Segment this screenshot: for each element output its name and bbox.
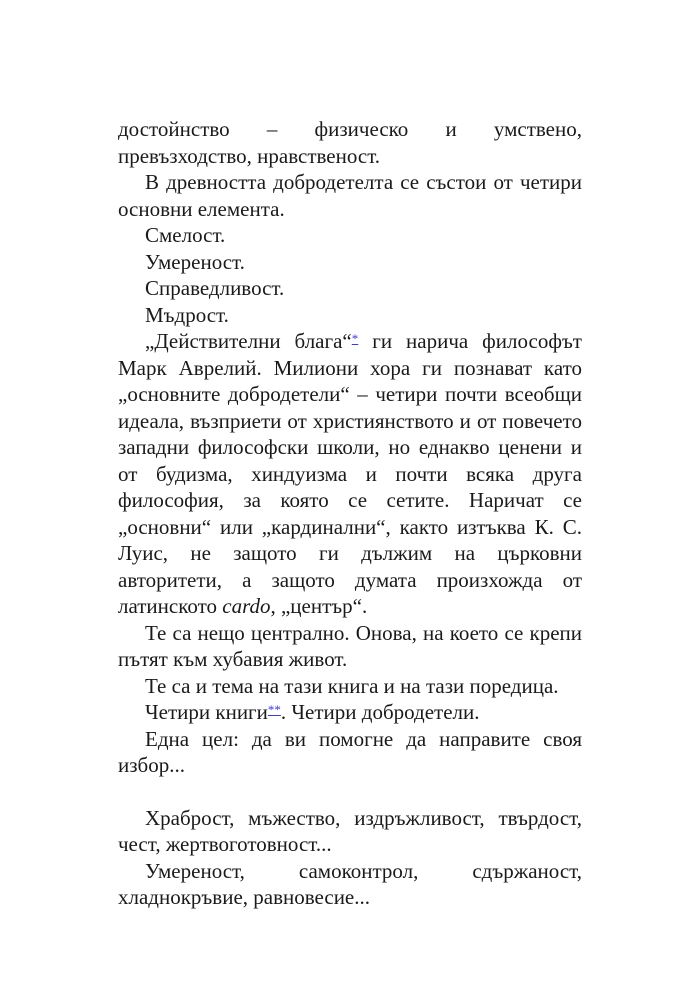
paragraph-four-books [118,699,582,726]
paragraph-marcus-aurelius [118,328,582,620]
latin-word-cardo: cardo [222,594,271,618]
paragraph-four-elements: В древността добродетелта се състои от четири основни елемента. [118,170,582,221]
four-books-text: Четири книги [145,700,268,724]
paragraph-central: Те са нещо централно. Онова, на което се крепи пътят към хубавия живот. [118,620,582,671]
paragraph-dignity: достойнство – физическо и умствено, превъзходство, нравственост. [118,117,582,168]
section-gap [118,779,582,805]
footnote-link-1[interactable]: * [351,331,359,346]
paragraph-bravery-list: Храброст, мъжество, издръжливост, твърдост, чест, жертвоготовност... [118,805,582,856]
quote-real-goods: „Действителни блага“ [145,329,352,353]
page-body [118,116,582,911]
paragraph-temperance: Умереност. [145,249,245,274]
paragraph-justice: Справедливост. [145,276,285,300]
paragraph-temperance-list: Умереност, самоконтрол, сдържаност, хладнокръвие, равновесие... [118,858,582,909]
paragraph-one-goal: Една цел: да ви помогне да направите своя избор... [118,726,582,777]
paragraph-marcus-aurelius-end: , „център“. [270,594,368,618]
paragraph-wisdom: Мъдрост. [145,302,229,327]
paragraph-courage: Смелост. [145,223,226,247]
footnote-link-2[interactable]: ** [267,702,281,717]
paragraph-theme: Те са и тема на тази книга и на тази поредица. [145,673,559,698]
paragraph-marcus-aurelius-body: ги нарича философът Марк Аврелий. Милиони хора ги познават като „основните добродетели“ – четири почти всеобщи идеала, възприети от християнството и от повечето западни философски школи, но еднакво ценени и от будизма, хиндуизма и почти всяка друга философия, за която се сетите. Наричат се „основни“ или „кардинални“, както изтъква К. С. Луис, не защото ги дължим на църковни авторитети, а защото думата произхожда от латинското [118,329,582,618]
four-virtues-text: . Четири добродетели. [280,700,480,724]
